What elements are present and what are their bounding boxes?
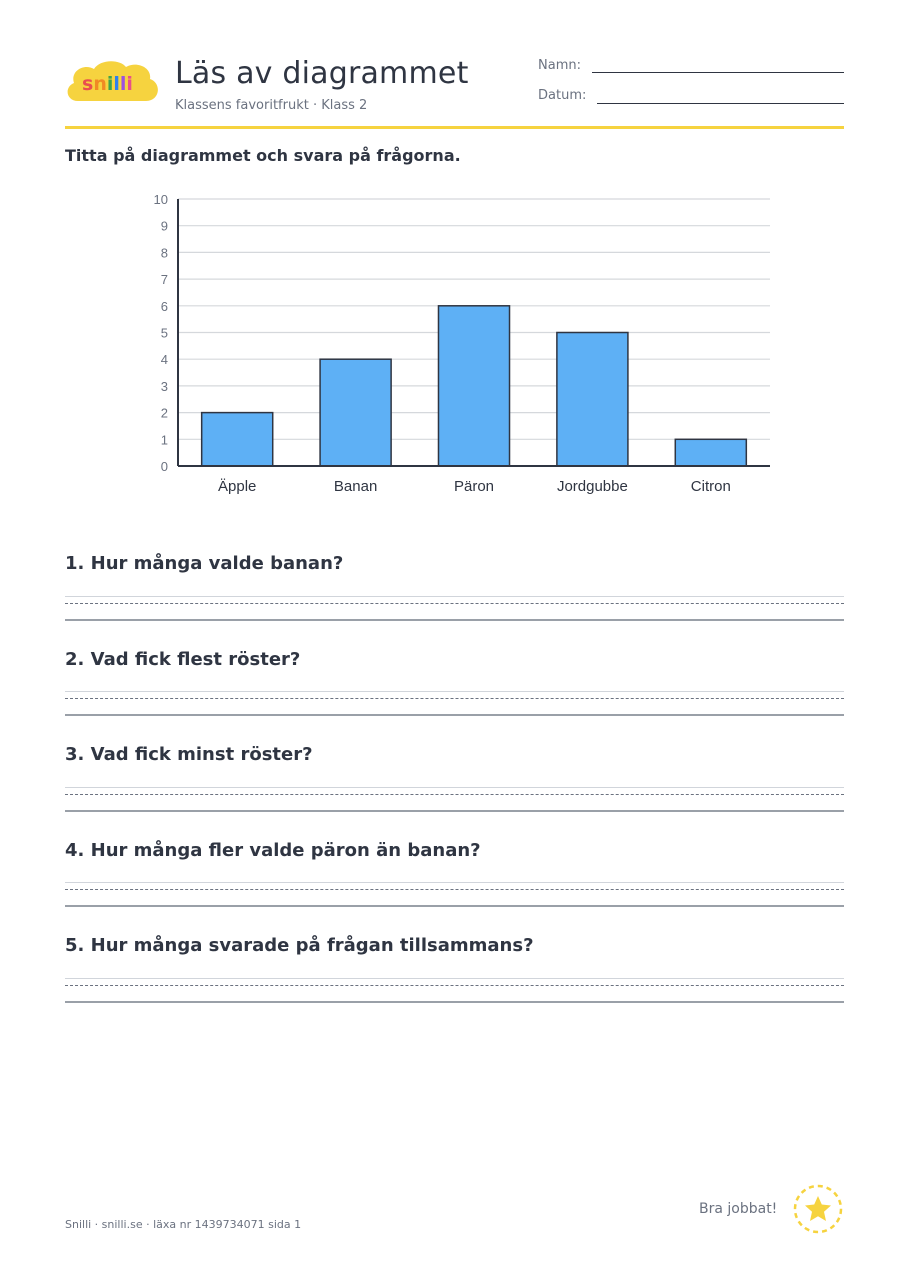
question-text: 1. Hur många valde banan? [65,553,344,574]
page-title: Läs av diagrammet [175,56,469,91]
bar-chart [130,186,790,506]
bar-5 [675,439,746,466]
y-tick-label: 9 [160,218,168,234]
answer-dashed-line [65,603,844,604]
answer-line[interactable] [65,1001,844,1003]
praise-text: Bra jobbat! [699,1201,778,1217]
x-tick-label: Jordgubbe [556,478,628,495]
answer-guide-line [65,978,844,979]
y-tick-label: 5 [160,325,168,341]
y-tick-label: 4 [160,352,168,368]
answer-guide-line [65,882,844,883]
svg-text:snilli: snilli [82,73,133,95]
answer-dashed-line [65,985,844,986]
answer-line[interactable] [65,714,844,716]
x-tick-label: Päron [453,478,495,495]
y-tick-label: 10 [153,192,168,207]
page-subtitle: Klassens favoritfrukt · Klass 2 [175,98,368,113]
name-label: Namn: [538,58,581,73]
header-divider [65,126,844,129]
date-field[interactable] [597,103,844,104]
y-tick-label: 8 [160,245,168,261]
answer-dashed-line [65,794,844,795]
y-tick-label: 7 [160,272,168,288]
x-tick-label: Banan [333,478,378,495]
question-text: 5. Hur många svarade på frågan tillsammans? [65,935,534,956]
y-tick-label: 0 [160,459,168,474]
question-text: 2. Vad fick flest röster? [65,649,301,670]
answer-guide-line [65,691,844,692]
instruction-text: Titta på diagrammet och svara på frågorna. [65,146,461,165]
bar-1 [202,413,273,466]
answer-line[interactable] [65,619,844,621]
y-tick-label: 6 [160,298,168,314]
y-tick-label: 2 [160,405,168,421]
footer-text: Snilli · snilli.se · läxa nr 1439734071 sida 1 [65,1218,302,1231]
answer-line[interactable] [65,810,844,812]
answer-line[interactable] [65,905,844,907]
answer-dashed-line [65,889,844,890]
snilli-logo [64,57,162,109]
bar-3 [438,306,509,466]
name-field[interactable] [592,72,844,73]
x-tick-label: Citron [690,478,731,495]
star-icon [793,1184,843,1234]
answer-guide-line [65,596,844,597]
x-tick-label: Äpple [218,478,257,495]
date-label: Datum: [538,88,587,103]
bar-2 [320,359,391,466]
y-tick-label: 1 [160,432,168,448]
answer-dashed-line [65,698,844,699]
answer-guide-line [65,787,844,788]
bar-4 [557,333,628,467]
question-text: 4. Hur många fler valde päron än banan? [65,840,481,861]
question-text: 3. Vad fick minst röster? [65,744,313,765]
y-tick-label: 3 [160,378,168,394]
